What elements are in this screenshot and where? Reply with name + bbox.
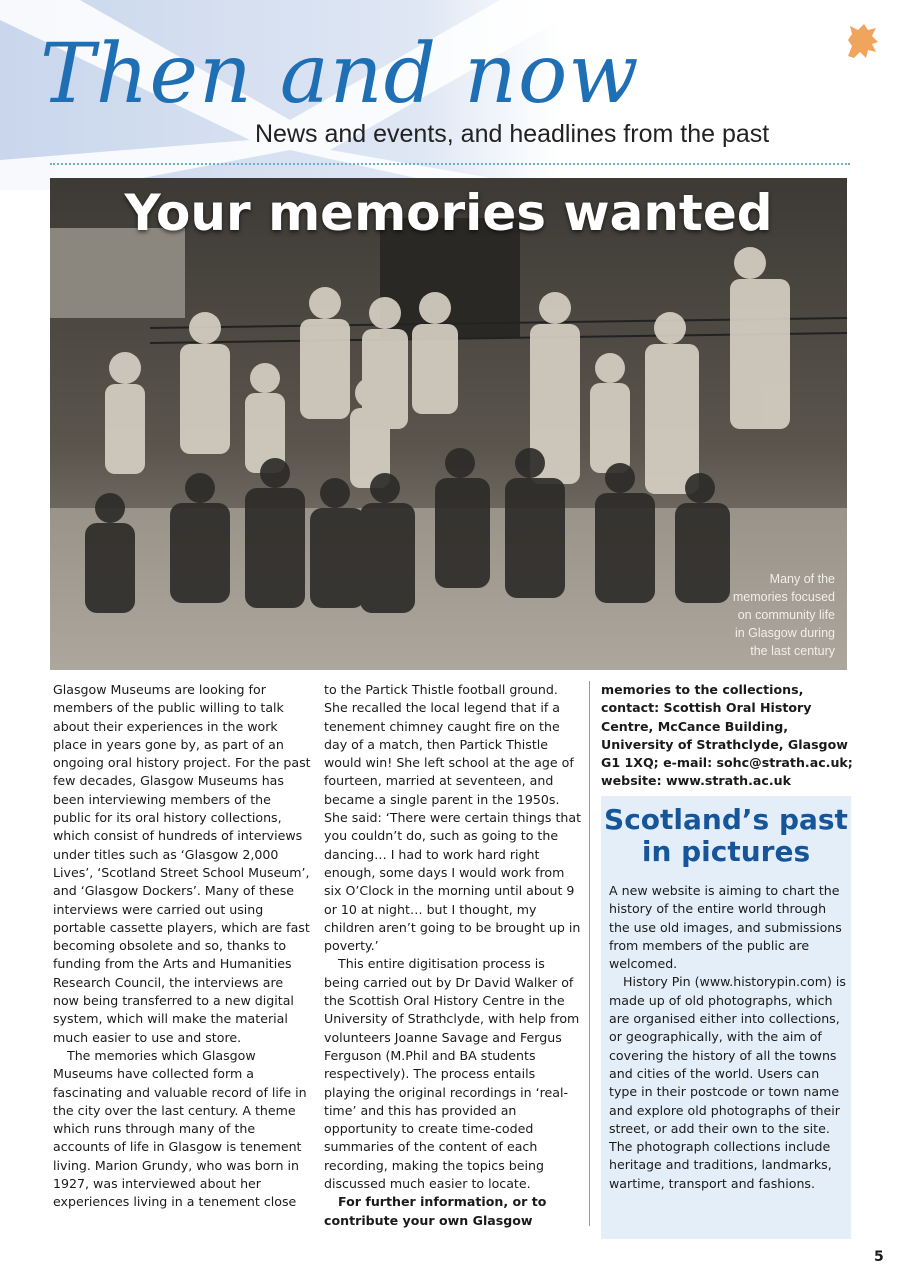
article-column-2 (324, 681, 582, 1230)
article-paragraph: This entire digitisation process is being carried out by Dr David Walker of the Scottish Oral History Centre in the University of Strathclyde, with help from volunteers Joanne Savage and Fergus Ferguson (M.Phil and BA students respectively). The process entails playing the original recordings in ‘real-time’ and this has provided an opportunity to create time-coded summaries of the content of each recording, making the topics being discussed much easier to locate. (324, 956, 580, 1192)
sidebar-box (601, 796, 851, 1239)
page-number: 5 (874, 1249, 884, 1265)
sidebar-paragraph: History Pin (www.historypin.com) is made up of old photographs, which are organised either into collections, or geographically, with the aim of covering the history of all the towns and cities of the world. Users can type in their postcode or town name and explore old photographs of their street, or add their own to the site. The photograph collections include heritage and traditions, landmarks, wartime, transport and fashions. (609, 974, 846, 1191)
article-paragraph: The memories which Glasgow Museums have collected form a fascinating and valuable record of life in the city over the last century. A theme which runs through many of the accounts of life in Glasgow is tenement living. Marion Grundy, who was born in 1927, was interviewed about her experiences living in a tenement close (53, 1047, 307, 1210)
article-paragraph: Glasgow Museums are looking for members of the public willing to talk about their experiences in the work place in years gone by, as part of an ongoing oral history project. For the past few decades, Glasgow Museums has been interviewing members of the public for its oral history collections, which consist of hundreds of interviews under titles such as ‘Glasgow 2,000 Lives’, ‘Scotland Street School Museum’, and ‘Glasgow Dockers’. Many of these interviews were carried out using portable cassette players, which are fast becoming obsolete and so, thanks to funding from the Arts and Humanities Research Council, the interviews are now being transferred to a new digital system, which will make the material much easier to use and store. (53, 682, 311, 1045)
contact-intro: For further information, or to contribute your own Glasgow (324, 1194, 547, 1228)
photo-caption: Many of the memories focused on community life in Glasgow during the last century (732, 572, 835, 658)
contact-details: memories to the collections, contact: Scottish Oral History Centre, McCance Building, University of Strathclyde, Glasgow G1 1XQ; e-mail: sohc@strath.ac.uk; website: www.strath.ac.uk (601, 682, 853, 789)
lion-rampant-icon (838, 16, 886, 64)
sidebar-body (609, 882, 847, 1193)
column-divider (589, 681, 590, 1226)
masthead-subtitle: News and events, and headlines from the past (255, 120, 770, 148)
article-column-3 (601, 681, 853, 791)
sidebar-title: Scotland’s past in pictures (604, 803, 848, 868)
feature-headline: Your memories wanted (124, 184, 773, 242)
feature-photo (50, 178, 847, 670)
dotted-divider (50, 163, 850, 165)
article-paragraph: to the Partick Thistle football ground. She recalled the local legend that if a tenement chimney caught fire on the day of a match, then Partick Thistle would win! She left school at the age of fourteen, married at seventeen, and became a single parent in the 1950s. She said: ‘There were certain things that you couldn’t do, such as going to the dancing… I had to work hard right enough, some days I would work from six O’Clock in the morning until about 9 or 10 at night… but I thought, my children aren’t going to be brought up in poverty.’ (324, 682, 582, 954)
sidebar-paragraph: A new website is aiming to chart the history of the entire world through the use old images, and submissions from members of the public are welcomed. (609, 883, 842, 972)
masthead-title: Then and now (40, 27, 640, 122)
article-column-1 (53, 681, 311, 1212)
